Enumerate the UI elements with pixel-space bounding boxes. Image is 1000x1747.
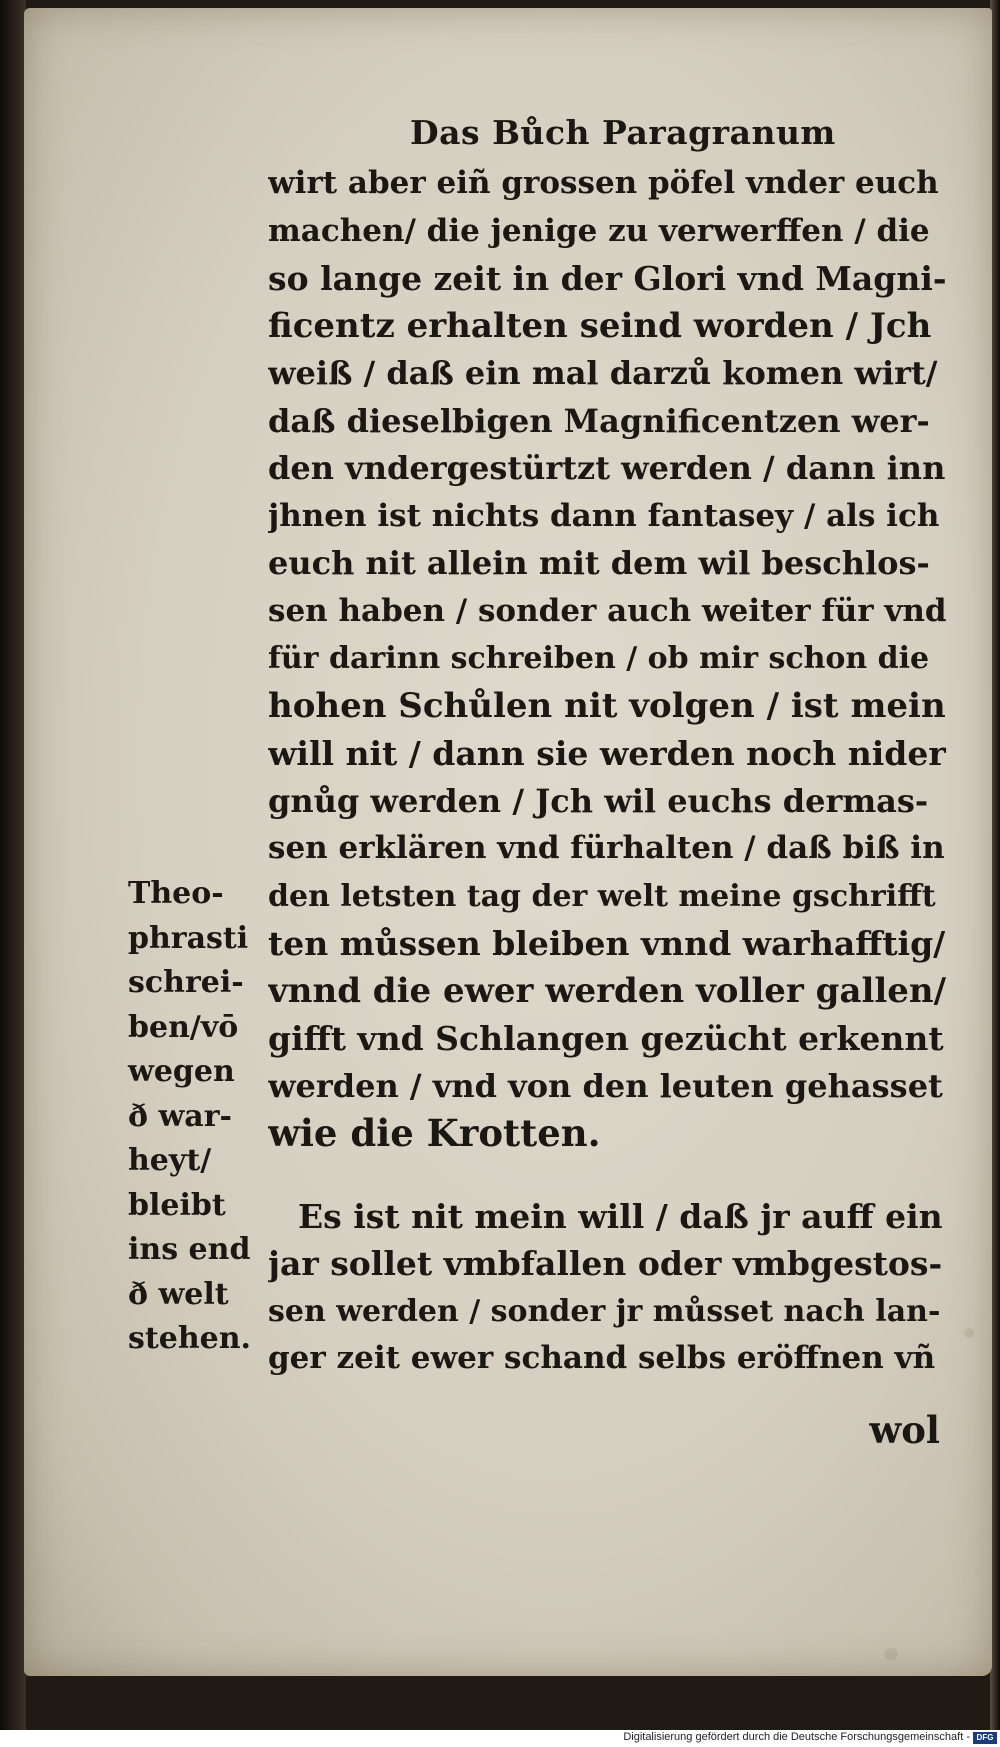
text-line: jar sollet vmbfallen oder vmbgestos-	[268, 1244, 943, 1283]
marginal-note	[128, 872, 258, 1362]
text-line: werden / vnd von den leuten gehasset	[268, 1066, 943, 1105]
text-line: wie die Krotten.	[268, 1111, 601, 1155]
marginal-line: bleibt	[128, 1187, 226, 1223]
ink-spot	[964, 1328, 974, 1338]
marginal-line: ð war-	[128, 1098, 232, 1134]
marginal-line: stehen.	[128, 1321, 251, 1356]
text-line: ten můssen bleiben vnnd warhafftig/	[268, 924, 946, 963]
text-line: den letsten tag der welt meine gschrifft	[268, 878, 936, 914]
marginal-line: schrei-	[128, 965, 244, 1000]
text-line: Es ist nit mein will / daß jr auff ein	[298, 1196, 943, 1236]
ink-spot	[884, 1648, 898, 1660]
text-line: wirt aber eiñ grossen pöfel vnder euch	[268, 165, 939, 201]
text-line: euch nit allein mit dem wil beschlos-	[268, 544, 930, 582]
text-line: ger zeit ewer schand selbs eröffnen vñ	[268, 1340, 936, 1376]
marginal-line: wegen	[128, 1054, 235, 1089]
marginal-line: Theo-	[128, 876, 224, 911]
running-head: Das Bůch Paragranum	[410, 113, 836, 152]
text-line: will nit / dann sie werden noch nider	[268, 734, 946, 773]
text-line: hohen Schůlen nit volgen / ist mein	[268, 685, 946, 726]
text-line: für darinn schreiben / ob mir schon die	[268, 641, 930, 676]
text-line: ficentz erhalten seind worden / Jch	[268, 305, 932, 346]
text-line: sen haben / sonder auch weiter für vnd	[268, 592, 947, 629]
binding-shadow	[0, 0, 26, 1730]
marginal-line: ins end	[128, 1232, 251, 1267]
text-line: machen/ die jenige zu verwerffen / die	[268, 212, 930, 249]
marginal-line: ð welt	[128, 1276, 229, 1312]
footer-credit: Digitalisierung gefördert durch die Deutsche Forschungsgemeinschaft -	[623, 1731, 970, 1743]
digitization-footer	[0, 1730, 1000, 1747]
marginal-line: phrasti	[128, 920, 249, 956]
dfg-logo: DFG	[973, 1732, 997, 1744]
marginal-line: ben/vō	[128, 1009, 239, 1045]
paragraph-1	[268, 160, 948, 1158]
text-line: so lange zeit in der Glori vnd Magni-	[268, 259, 947, 298]
main-text-block	[268, 160, 948, 1383]
text-line: daß dieselbigen Magnificentzen wer-	[268, 401, 930, 440]
text-line: weiß / daß ein mal darzů komen wirt/	[268, 354, 938, 392]
text-line: sen erklären vnd fürhalten / daß biß in	[268, 830, 945, 866]
text-line: den vndergestürtzt werden / dann inn	[268, 449, 946, 487]
text-line: vnnd die ewer werden voller gallen/	[268, 970, 947, 1011]
marginal-line: heyt/	[128, 1143, 212, 1178]
catchword: wol	[869, 1408, 940, 1452]
text-line: jhnen ist nichts dann fantasey / als ich	[268, 497, 940, 534]
text-line: sen werden / sonder jr můsset nach lan-	[268, 1293, 941, 1329]
text-line: gnůg werden / Jch wil euchs dermas-	[268, 781, 929, 820]
text-line: gifft vnd Schlangen gezücht erkennt	[268, 1019, 944, 1058]
paragraph-2	[268, 1193, 948, 1383]
